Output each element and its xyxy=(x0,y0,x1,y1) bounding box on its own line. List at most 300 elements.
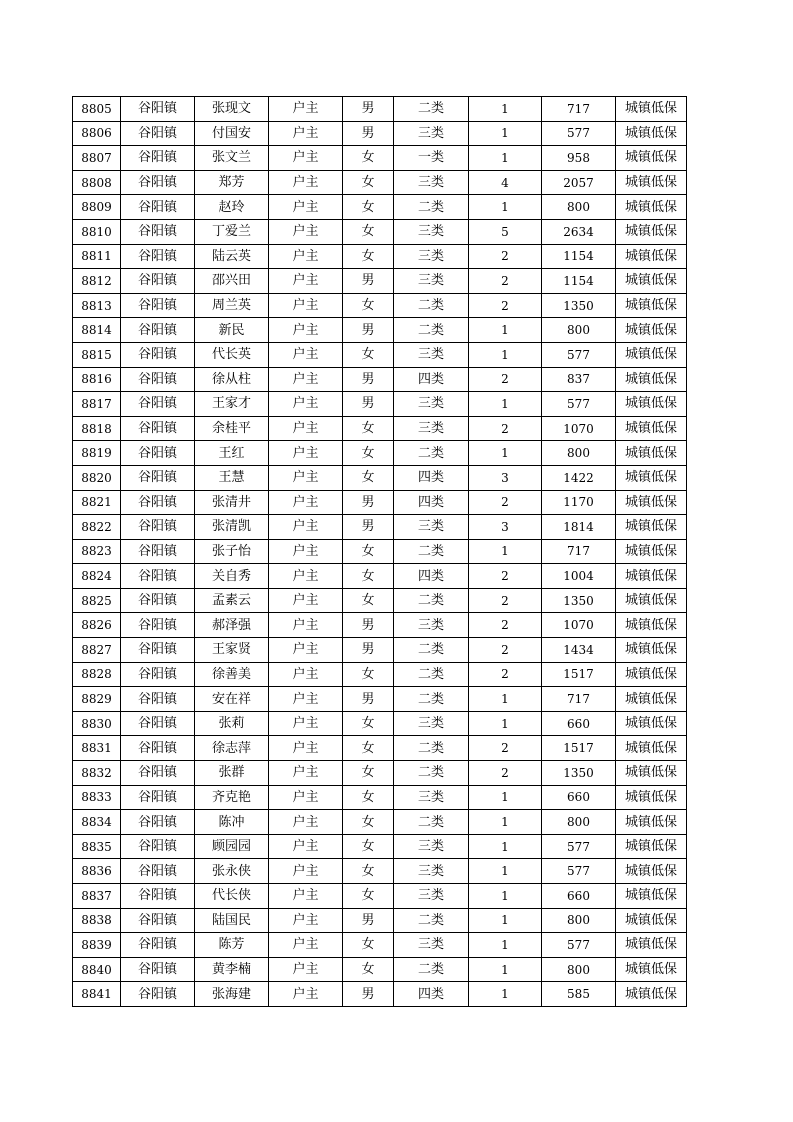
cell-category: 三类 xyxy=(394,219,469,244)
cell-serial-number: 8837 xyxy=(73,884,121,909)
cell-relation: 户主 xyxy=(269,785,343,810)
cell-gender: 女 xyxy=(343,146,394,171)
cell-amount: 660 xyxy=(542,711,616,736)
cell-relation: 户主 xyxy=(269,195,343,220)
cell-category: 二类 xyxy=(394,539,469,564)
cell-category: 四类 xyxy=(394,465,469,490)
cell-amount: 717 xyxy=(542,539,616,564)
table-row xyxy=(73,416,687,441)
cell-relation: 户主 xyxy=(269,219,343,244)
cell-household-size: 2 xyxy=(469,662,542,687)
table-row xyxy=(73,195,687,220)
cell-assistance-type: 城镇低保 xyxy=(616,416,687,441)
cell-town: 谷阳镇 xyxy=(121,441,195,466)
cell-name: 余桂平 xyxy=(195,416,269,441)
cell-town: 谷阳镇 xyxy=(121,761,195,786)
cell-name: 王家贤 xyxy=(195,638,269,663)
table-row xyxy=(73,687,687,712)
cell-serial-number: 8810 xyxy=(73,219,121,244)
cell-household-size: 1 xyxy=(469,539,542,564)
cell-name: 王家才 xyxy=(195,392,269,417)
household-table xyxy=(72,96,687,1007)
cell-gender: 女 xyxy=(343,736,394,761)
cell-town: 谷阳镇 xyxy=(121,662,195,687)
table-body xyxy=(73,97,687,1007)
cell-relation: 户主 xyxy=(269,367,343,392)
table-row xyxy=(73,957,687,982)
cell-relation: 户主 xyxy=(269,638,343,663)
table-row xyxy=(73,810,687,835)
cell-relation: 户主 xyxy=(269,933,343,958)
cell-serial-number: 8807 xyxy=(73,146,121,171)
cell-gender: 女 xyxy=(343,219,394,244)
cell-town: 谷阳镇 xyxy=(121,933,195,958)
cell-name: 关自秀 xyxy=(195,564,269,589)
cell-assistance-type: 城镇低保 xyxy=(616,884,687,909)
cell-assistance-type: 城镇低保 xyxy=(616,785,687,810)
cell-name: 徐从柱 xyxy=(195,367,269,392)
cell-town: 谷阳镇 xyxy=(121,293,195,318)
cell-town: 谷阳镇 xyxy=(121,392,195,417)
cell-amount: 800 xyxy=(542,957,616,982)
table-row xyxy=(73,859,687,884)
cell-amount: 800 xyxy=(542,195,616,220)
cell-household-size: 4 xyxy=(469,170,542,195)
cell-category: 三类 xyxy=(394,170,469,195)
cell-assistance-type: 城镇低保 xyxy=(616,146,687,171)
cell-household-size: 2 xyxy=(469,416,542,441)
cell-serial-number: 8828 xyxy=(73,662,121,687)
cell-category: 二类 xyxy=(394,318,469,343)
table-row xyxy=(73,97,687,122)
cell-gender: 女 xyxy=(343,170,394,195)
cell-name: 周兰英 xyxy=(195,293,269,318)
cell-amount: 1350 xyxy=(542,588,616,613)
cell-household-size: 2 xyxy=(469,761,542,786)
cell-town: 谷阳镇 xyxy=(121,539,195,564)
cell-name: 邵兴田 xyxy=(195,269,269,294)
cell-category: 四类 xyxy=(394,982,469,1007)
cell-serial-number: 8821 xyxy=(73,490,121,515)
cell-household-size: 5 xyxy=(469,219,542,244)
cell-serial-number: 8805 xyxy=(73,97,121,122)
cell-town: 谷阳镇 xyxy=(121,785,195,810)
cell-assistance-type: 城镇低保 xyxy=(616,97,687,122)
cell-relation: 户主 xyxy=(269,588,343,613)
cell-serial-number: 8819 xyxy=(73,441,121,466)
table-row xyxy=(73,515,687,540)
cell-town: 谷阳镇 xyxy=(121,195,195,220)
cell-assistance-type: 城镇低保 xyxy=(616,367,687,392)
cell-name: 陈芳 xyxy=(195,933,269,958)
cell-assistance-type: 城镇低保 xyxy=(616,269,687,294)
cell-assistance-type: 城镇低保 xyxy=(616,933,687,958)
cell-household-size: 2 xyxy=(469,269,542,294)
cell-relation: 户主 xyxy=(269,121,343,146)
cell-category: 二类 xyxy=(394,810,469,835)
cell-town: 谷阳镇 xyxy=(121,244,195,269)
cell-town: 谷阳镇 xyxy=(121,416,195,441)
cell-serial-number: 8829 xyxy=(73,687,121,712)
table-row xyxy=(73,342,687,367)
cell-serial-number: 8824 xyxy=(73,564,121,589)
cell-category: 三类 xyxy=(394,121,469,146)
cell-relation: 户主 xyxy=(269,613,343,638)
cell-serial-number: 8838 xyxy=(73,908,121,933)
cell-category: 二类 xyxy=(394,195,469,220)
cell-gender: 男 xyxy=(343,982,394,1007)
cell-gender: 女 xyxy=(343,293,394,318)
cell-household-size: 2 xyxy=(469,367,542,392)
cell-amount: 577 xyxy=(542,342,616,367)
cell-assistance-type: 城镇低保 xyxy=(616,392,687,417)
cell-amount: 1517 xyxy=(542,662,616,687)
cell-amount: 958 xyxy=(542,146,616,171)
cell-town: 谷阳镇 xyxy=(121,982,195,1007)
cell-household-size: 1 xyxy=(469,810,542,835)
cell-gender: 女 xyxy=(343,859,394,884)
cell-amount: 577 xyxy=(542,121,616,146)
cell-category: 三类 xyxy=(394,269,469,294)
cell-category: 三类 xyxy=(394,342,469,367)
cell-gender: 女 xyxy=(343,785,394,810)
cell-amount: 577 xyxy=(542,933,616,958)
cell-gender: 女 xyxy=(343,884,394,909)
cell-assistance-type: 城镇低保 xyxy=(616,638,687,663)
table-row xyxy=(73,539,687,564)
cell-serial-number: 8816 xyxy=(73,367,121,392)
cell-gender: 女 xyxy=(343,539,394,564)
cell-town: 谷阳镇 xyxy=(121,908,195,933)
table-row xyxy=(73,219,687,244)
cell-category: 二类 xyxy=(394,662,469,687)
cell-town: 谷阳镇 xyxy=(121,884,195,909)
cell-relation: 户主 xyxy=(269,810,343,835)
cell-town: 谷阳镇 xyxy=(121,588,195,613)
cell-category: 三类 xyxy=(394,392,469,417)
table-row xyxy=(73,392,687,417)
cell-gender: 女 xyxy=(343,662,394,687)
cell-name: 齐克艳 xyxy=(195,785,269,810)
cell-category: 二类 xyxy=(394,97,469,122)
cell-gender: 男 xyxy=(343,367,394,392)
cell-category: 四类 xyxy=(394,564,469,589)
cell-town: 谷阳镇 xyxy=(121,687,195,712)
cell-town: 谷阳镇 xyxy=(121,367,195,392)
cell-gender: 女 xyxy=(343,416,394,441)
table-row xyxy=(73,465,687,490)
cell-assistance-type: 城镇低保 xyxy=(616,195,687,220)
cell-household-size: 1 xyxy=(469,97,542,122)
cell-serial-number: 8832 xyxy=(73,761,121,786)
cell-serial-number: 8835 xyxy=(73,834,121,859)
cell-category: 二类 xyxy=(394,908,469,933)
table-row xyxy=(73,736,687,761)
cell-amount: 1070 xyxy=(542,416,616,441)
cell-assistance-type: 城镇低保 xyxy=(616,736,687,761)
cell-town: 谷阳镇 xyxy=(121,564,195,589)
table-row xyxy=(73,834,687,859)
cell-category: 三类 xyxy=(394,613,469,638)
cell-name: 代长英 xyxy=(195,342,269,367)
cell-assistance-type: 城镇低保 xyxy=(616,834,687,859)
cell-household-size: 1 xyxy=(469,859,542,884)
cell-category: 三类 xyxy=(394,884,469,909)
cell-amount: 577 xyxy=(542,859,616,884)
cell-gender: 男 xyxy=(343,490,394,515)
cell-serial-number: 8830 xyxy=(73,711,121,736)
cell-category: 二类 xyxy=(394,441,469,466)
cell-town: 谷阳镇 xyxy=(121,736,195,761)
cell-gender: 女 xyxy=(343,810,394,835)
cell-name: 王慧 xyxy=(195,465,269,490)
cell-household-size: 1 xyxy=(469,711,542,736)
cell-category: 三类 xyxy=(394,834,469,859)
cell-assistance-type: 城镇低保 xyxy=(616,465,687,490)
cell-household-size: 1 xyxy=(469,884,542,909)
cell-town: 谷阳镇 xyxy=(121,638,195,663)
cell-category: 二类 xyxy=(394,638,469,663)
cell-household-size: 1 xyxy=(469,146,542,171)
cell-serial-number: 8818 xyxy=(73,416,121,441)
cell-serial-number: 8806 xyxy=(73,121,121,146)
cell-household-size: 2 xyxy=(469,564,542,589)
cell-town: 谷阳镇 xyxy=(121,170,195,195)
cell-gender: 女 xyxy=(343,564,394,589)
cell-gender: 男 xyxy=(343,638,394,663)
cell-amount: 1350 xyxy=(542,761,616,786)
cell-name: 顾园园 xyxy=(195,834,269,859)
cell-serial-number: 8827 xyxy=(73,638,121,663)
cell-category: 三类 xyxy=(394,933,469,958)
cell-name: 张现文 xyxy=(195,97,269,122)
cell-amount: 660 xyxy=(542,785,616,810)
cell-town: 谷阳镇 xyxy=(121,834,195,859)
cell-category: 二类 xyxy=(394,957,469,982)
cell-category: 三类 xyxy=(394,416,469,441)
cell-relation: 户主 xyxy=(269,687,343,712)
table-row xyxy=(73,121,687,146)
cell-assistance-type: 城镇低保 xyxy=(616,318,687,343)
cell-category: 三类 xyxy=(394,785,469,810)
cell-amount: 1814 xyxy=(542,515,616,540)
cell-category: 三类 xyxy=(394,859,469,884)
cell-household-size: 1 xyxy=(469,834,542,859)
cell-town: 谷阳镇 xyxy=(121,97,195,122)
cell-relation: 户主 xyxy=(269,761,343,786)
cell-name: 代长侠 xyxy=(195,884,269,909)
cell-relation: 户主 xyxy=(269,982,343,1007)
cell-serial-number: 8841 xyxy=(73,982,121,1007)
cell-gender: 女 xyxy=(343,761,394,786)
cell-relation: 户主 xyxy=(269,908,343,933)
table-row xyxy=(73,318,687,343)
cell-amount: 800 xyxy=(542,810,616,835)
cell-town: 谷阳镇 xyxy=(121,711,195,736)
cell-gender: 男 xyxy=(343,392,394,417)
cell-serial-number: 8831 xyxy=(73,736,121,761)
table-row xyxy=(73,588,687,613)
cell-amount: 800 xyxy=(542,908,616,933)
cell-amount: 800 xyxy=(542,318,616,343)
cell-household-size: 1 xyxy=(469,933,542,958)
cell-assistance-type: 城镇低保 xyxy=(616,810,687,835)
cell-name: 郝泽强 xyxy=(195,613,269,638)
cell-town: 谷阳镇 xyxy=(121,465,195,490)
cell-gender: 女 xyxy=(343,957,394,982)
cell-gender: 男 xyxy=(343,687,394,712)
cell-relation: 户主 xyxy=(269,662,343,687)
cell-serial-number: 8815 xyxy=(73,342,121,367)
cell-amount: 1154 xyxy=(542,244,616,269)
cell-household-size: 2 xyxy=(469,613,542,638)
cell-amount: 1434 xyxy=(542,638,616,663)
cell-serial-number: 8814 xyxy=(73,318,121,343)
table-row xyxy=(73,982,687,1007)
cell-gender: 女 xyxy=(343,441,394,466)
cell-serial-number: 8813 xyxy=(73,293,121,318)
cell-relation: 户主 xyxy=(269,515,343,540)
cell-relation: 户主 xyxy=(269,293,343,318)
cell-serial-number: 8822 xyxy=(73,515,121,540)
cell-name: 张海建 xyxy=(195,982,269,1007)
cell-amount: 1517 xyxy=(542,736,616,761)
cell-household-size: 2 xyxy=(469,588,542,613)
cell-name: 张子怡 xyxy=(195,539,269,564)
cell-relation: 户主 xyxy=(269,318,343,343)
cell-category: 二类 xyxy=(394,736,469,761)
cell-household-size: 1 xyxy=(469,318,542,343)
cell-relation: 户主 xyxy=(269,170,343,195)
cell-name: 徐志萍 xyxy=(195,736,269,761)
cell-amount: 1004 xyxy=(542,564,616,589)
cell-name: 新民 xyxy=(195,318,269,343)
table-row xyxy=(73,441,687,466)
cell-name: 张清凯 xyxy=(195,515,269,540)
cell-household-size: 3 xyxy=(469,515,542,540)
cell-relation: 户主 xyxy=(269,465,343,490)
cell-town: 谷阳镇 xyxy=(121,146,195,171)
cell-town: 谷阳镇 xyxy=(121,219,195,244)
cell-amount: 717 xyxy=(542,97,616,122)
cell-household-size: 1 xyxy=(469,982,542,1007)
cell-amount: 1070 xyxy=(542,613,616,638)
cell-amount: 1154 xyxy=(542,269,616,294)
cell-assistance-type: 城镇低保 xyxy=(616,170,687,195)
cell-relation: 户主 xyxy=(269,416,343,441)
cell-household-size: 1 xyxy=(469,195,542,220)
cell-amount: 2634 xyxy=(542,219,616,244)
cell-household-size: 1 xyxy=(469,342,542,367)
cell-name: 付国安 xyxy=(195,121,269,146)
table-row xyxy=(73,613,687,638)
cell-assistance-type: 城镇低保 xyxy=(616,613,687,638)
cell-category: 二类 xyxy=(394,761,469,786)
cell-name: 徐善美 xyxy=(195,662,269,687)
cell-name: 安在祥 xyxy=(195,687,269,712)
table-row xyxy=(73,293,687,318)
cell-assistance-type: 城镇低保 xyxy=(616,244,687,269)
cell-town: 谷阳镇 xyxy=(121,342,195,367)
cell-household-size: 2 xyxy=(469,244,542,269)
cell-serial-number: 8833 xyxy=(73,785,121,810)
table-row xyxy=(73,367,687,392)
cell-relation: 户主 xyxy=(269,957,343,982)
cell-town: 谷阳镇 xyxy=(121,490,195,515)
cell-town: 谷阳镇 xyxy=(121,269,195,294)
cell-name: 赵玲 xyxy=(195,195,269,220)
cell-assistance-type: 城镇低保 xyxy=(616,342,687,367)
cell-amount: 577 xyxy=(542,392,616,417)
cell-town: 谷阳镇 xyxy=(121,613,195,638)
cell-relation: 户主 xyxy=(269,834,343,859)
cell-serial-number: 8825 xyxy=(73,588,121,613)
cell-amount: 717 xyxy=(542,687,616,712)
cell-household-size: 2 xyxy=(469,293,542,318)
table-row xyxy=(73,785,687,810)
cell-assistance-type: 城镇低保 xyxy=(616,761,687,786)
cell-amount: 585 xyxy=(542,982,616,1007)
cell-serial-number: 8839 xyxy=(73,933,121,958)
cell-assistance-type: 城镇低保 xyxy=(616,957,687,982)
cell-assistance-type: 城镇低保 xyxy=(616,564,687,589)
cell-household-size: 1 xyxy=(469,957,542,982)
cell-gender: 男 xyxy=(343,97,394,122)
cell-household-size: 1 xyxy=(469,687,542,712)
cell-town: 谷阳镇 xyxy=(121,859,195,884)
cell-gender: 女 xyxy=(343,465,394,490)
table-row xyxy=(73,761,687,786)
cell-household-size: 1 xyxy=(469,392,542,417)
table-row xyxy=(73,170,687,195)
cell-assistance-type: 城镇低保 xyxy=(616,539,687,564)
cell-assistance-type: 城镇低保 xyxy=(616,908,687,933)
cell-assistance-type: 城镇低保 xyxy=(616,588,687,613)
cell-gender: 男 xyxy=(343,613,394,638)
cell-household-size: 1 xyxy=(469,121,542,146)
cell-serial-number: 8834 xyxy=(73,810,121,835)
cell-gender: 女 xyxy=(343,244,394,269)
cell-relation: 户主 xyxy=(269,441,343,466)
cell-serial-number: 8826 xyxy=(73,613,121,638)
cell-assistance-type: 城镇低保 xyxy=(616,490,687,515)
cell-name: 张群 xyxy=(195,761,269,786)
cell-household-size: 2 xyxy=(469,638,542,663)
cell-serial-number: 8811 xyxy=(73,244,121,269)
table-row xyxy=(73,711,687,736)
cell-assistance-type: 城镇低保 xyxy=(616,662,687,687)
cell-relation: 户主 xyxy=(269,97,343,122)
table-row xyxy=(73,490,687,515)
cell-gender: 女 xyxy=(343,933,394,958)
cell-household-size: 1 xyxy=(469,908,542,933)
cell-relation: 户主 xyxy=(269,490,343,515)
cell-category: 三类 xyxy=(394,515,469,540)
cell-household-size: 3 xyxy=(469,465,542,490)
cell-assistance-type: 城镇低保 xyxy=(616,121,687,146)
cell-amount: 577 xyxy=(542,834,616,859)
cell-relation: 户主 xyxy=(269,859,343,884)
cell-relation: 户主 xyxy=(269,146,343,171)
cell-relation: 户主 xyxy=(269,244,343,269)
cell-amount: 1422 xyxy=(542,465,616,490)
cell-serial-number: 8809 xyxy=(73,195,121,220)
table-row xyxy=(73,908,687,933)
cell-household-size: 2 xyxy=(469,490,542,515)
cell-serial-number: 8840 xyxy=(73,957,121,982)
cell-amount: 800 xyxy=(542,441,616,466)
cell-relation: 户主 xyxy=(269,884,343,909)
